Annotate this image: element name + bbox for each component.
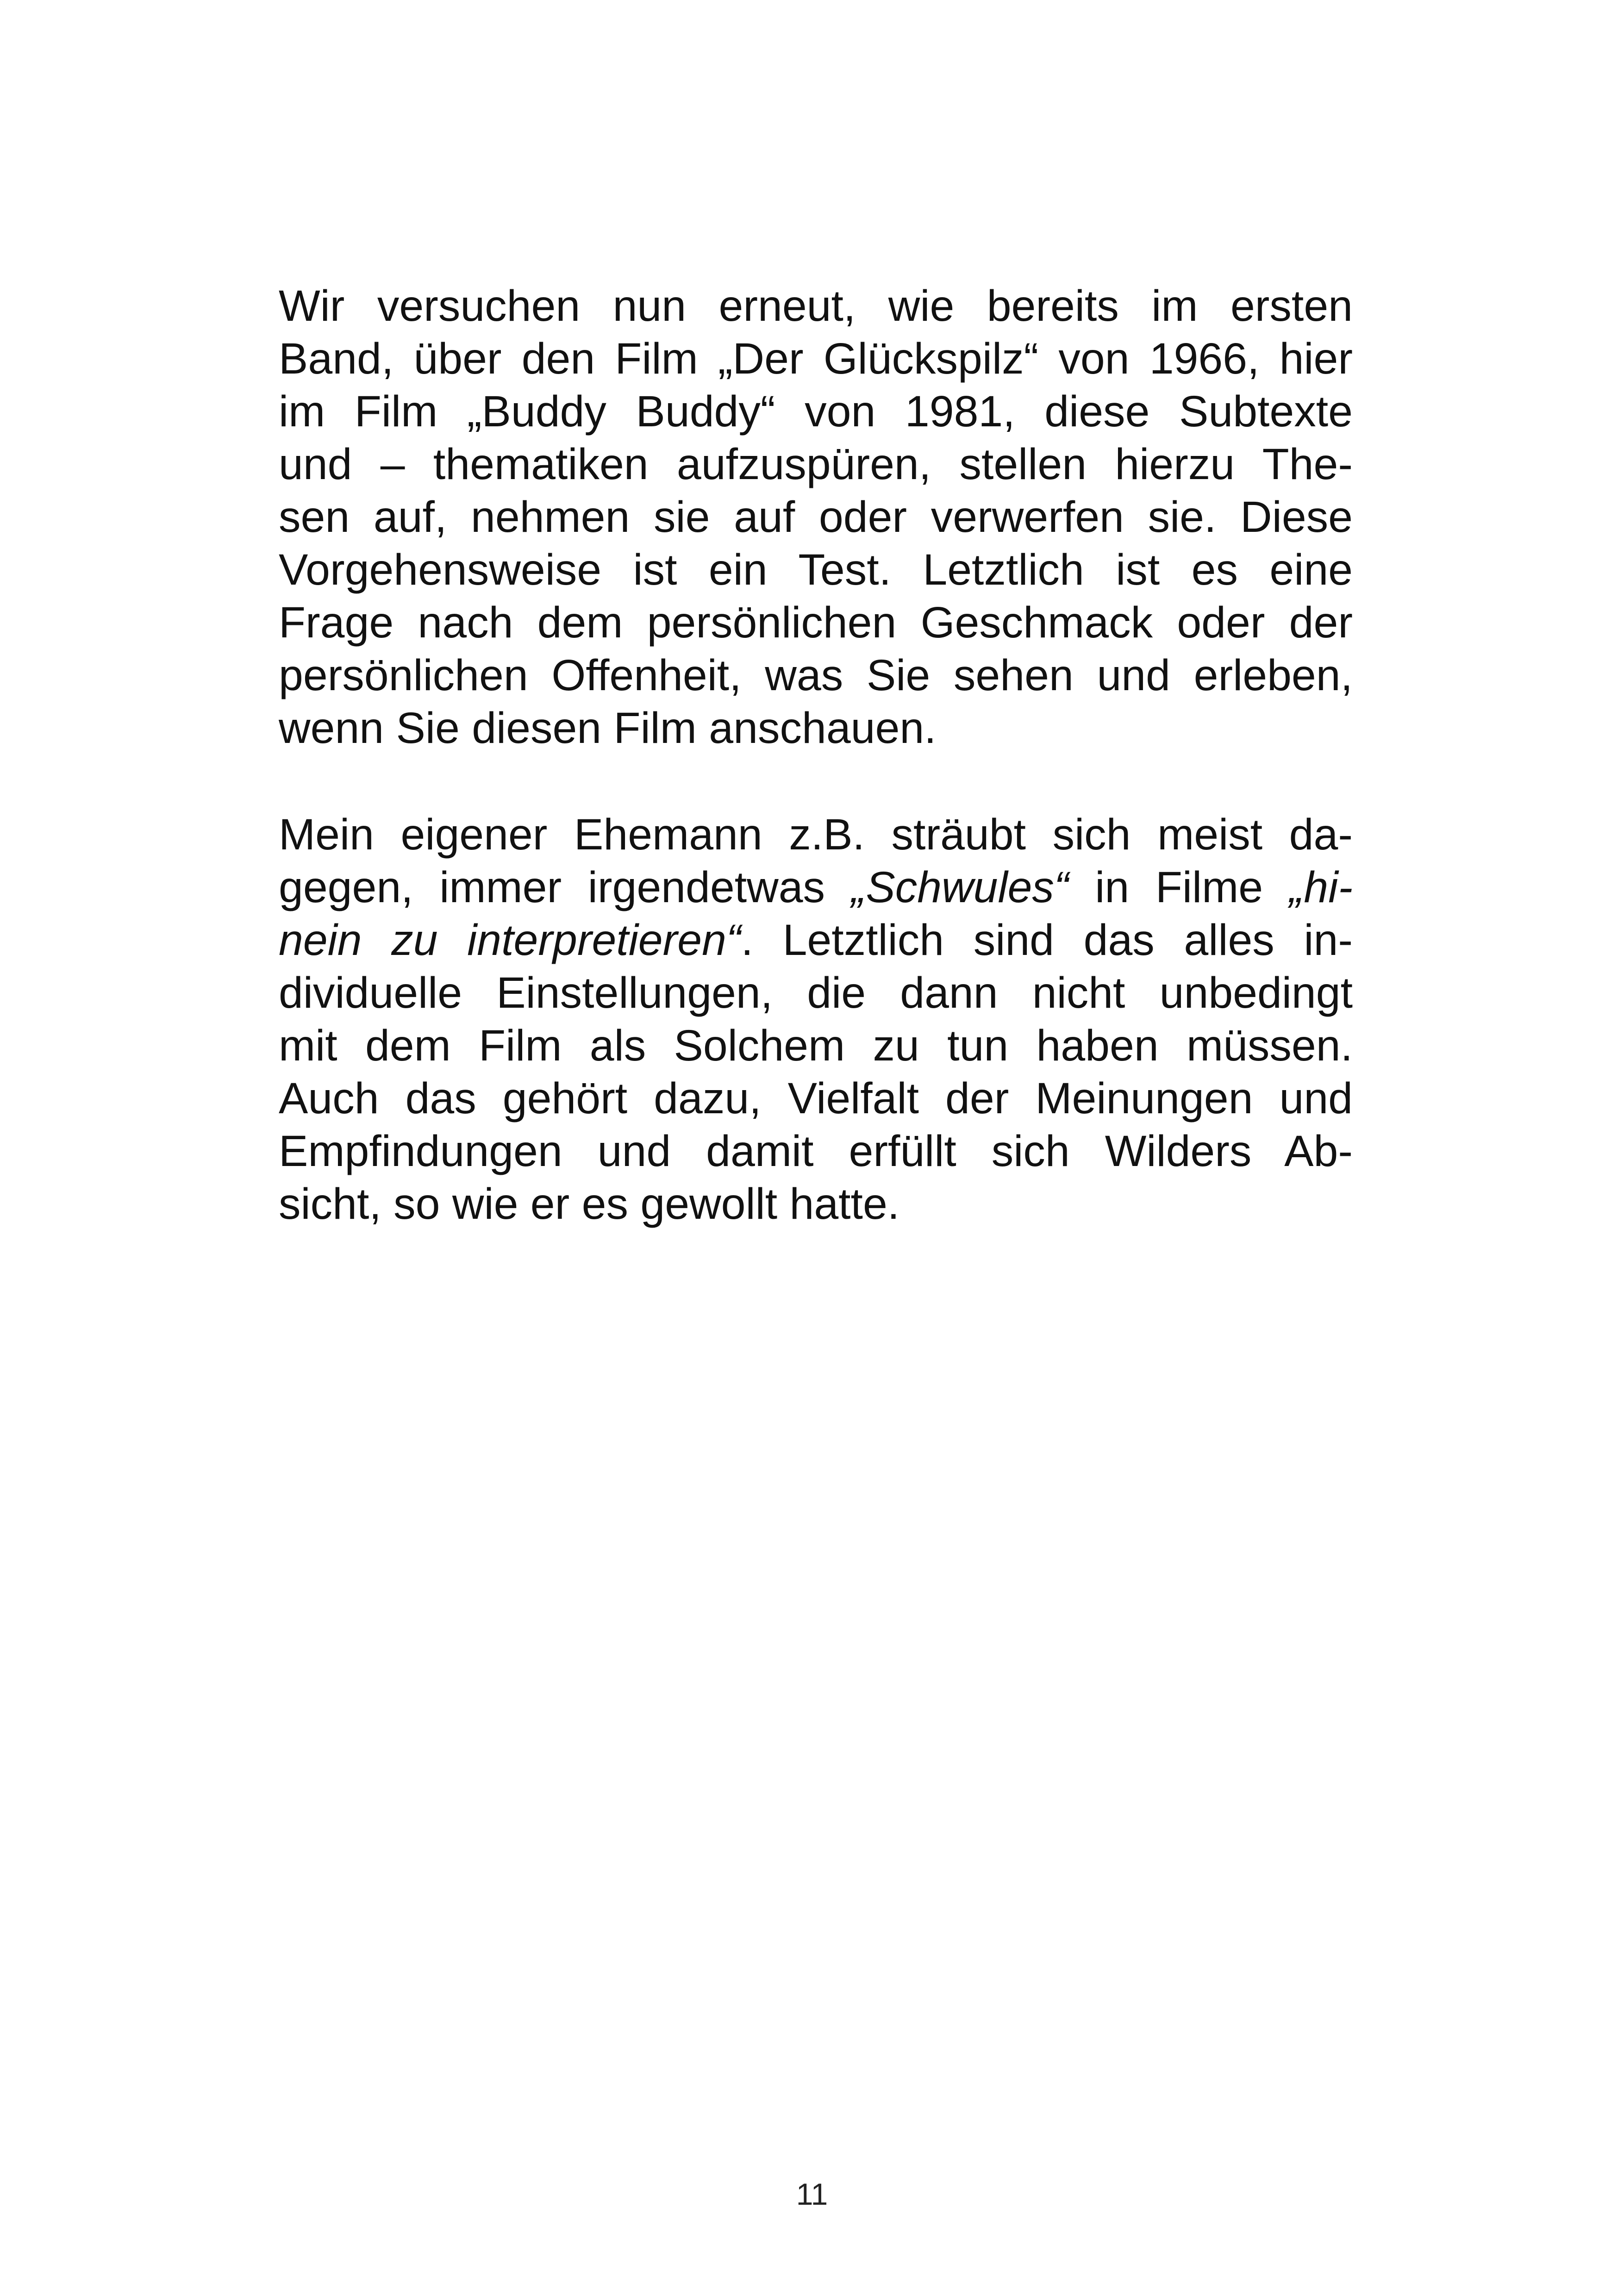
text-line: [279, 1125, 1353, 1178]
paragraph-2: [279, 808, 1353, 1230]
text-run: Auch das gehört dazu, Vielfalt der Meinungen und: [279, 1074, 1353, 1123]
text-run: . Letztlich sind das alles in-: [741, 916, 1353, 965]
paragraph-1: [279, 280, 1353, 755]
text-run: persönlichen Offenheit, was Sie sehen und erleben,: [279, 651, 1353, 700]
text-run: Empfindungen und damit erfüllt sich Wilders Ab-: [279, 1127, 1353, 1176]
text-line: [279, 385, 1353, 438]
text-line: [279, 438, 1353, 491]
italic-quote: nein zu interpretieren“: [279, 916, 741, 965]
text-line: [279, 1019, 1353, 1072]
text-run: und – thematiken aufzuspüren, stellen hierzu The-: [279, 440, 1353, 489]
italic-quote: „Schwules“: [851, 863, 1069, 912]
text-run: Frage nach dem persönlichen Geschmack oder der: [279, 598, 1353, 647]
text-run: im Film „Buddy Buddy“ von 1981, diese Subtexte: [279, 387, 1353, 436]
text-line: [279, 702, 1353, 755]
text-line: [279, 1072, 1353, 1125]
text-run: Mein eigener Ehemann z.B. sträubt sich meist da-: [279, 810, 1353, 859]
text-line: [279, 332, 1353, 385]
text-line: [279, 491, 1353, 543]
text-run: Band, über den Film „Der Glückspilz“ von 1966, hier: [279, 334, 1353, 383]
text-run: Wir versuchen nun erneut, wie bereits im ersten: [279, 281, 1353, 331]
text-line: [279, 808, 1353, 861]
text-run: dividuelle Einstellungen, die dann nicht unbedingt: [279, 968, 1353, 1017]
text-run: sen auf, nehmen sie auf oder verwerfen sie. Diese: [279, 493, 1353, 542]
text-line: [279, 967, 1353, 1019]
text-line: [279, 649, 1353, 702]
text-line: [279, 914, 1353, 967]
text-line: [279, 596, 1353, 649]
text-run: sicht, so wie er es gewollt hatte.: [279, 1179, 900, 1229]
text-run: gegen, immer irgendetwas: [279, 863, 851, 912]
text-run: in Filme: [1068, 863, 1289, 912]
text-run: mit dem Film als Solchem zu tun haben müssen.: [279, 1021, 1353, 1070]
italic-quote: „hi-: [1289, 863, 1353, 912]
text-line: [279, 1178, 1353, 1230]
page-number: 11: [796, 2177, 828, 2211]
text-line: [279, 280, 1353, 332]
text-run: wenn Sie diesen Film anschauen.: [279, 704, 937, 753]
text-run: Vorgehensweise ist ein Test. Letztlich ist es eine: [279, 545, 1353, 594]
text-line: [279, 861, 1353, 914]
text-line: [279, 543, 1353, 596]
